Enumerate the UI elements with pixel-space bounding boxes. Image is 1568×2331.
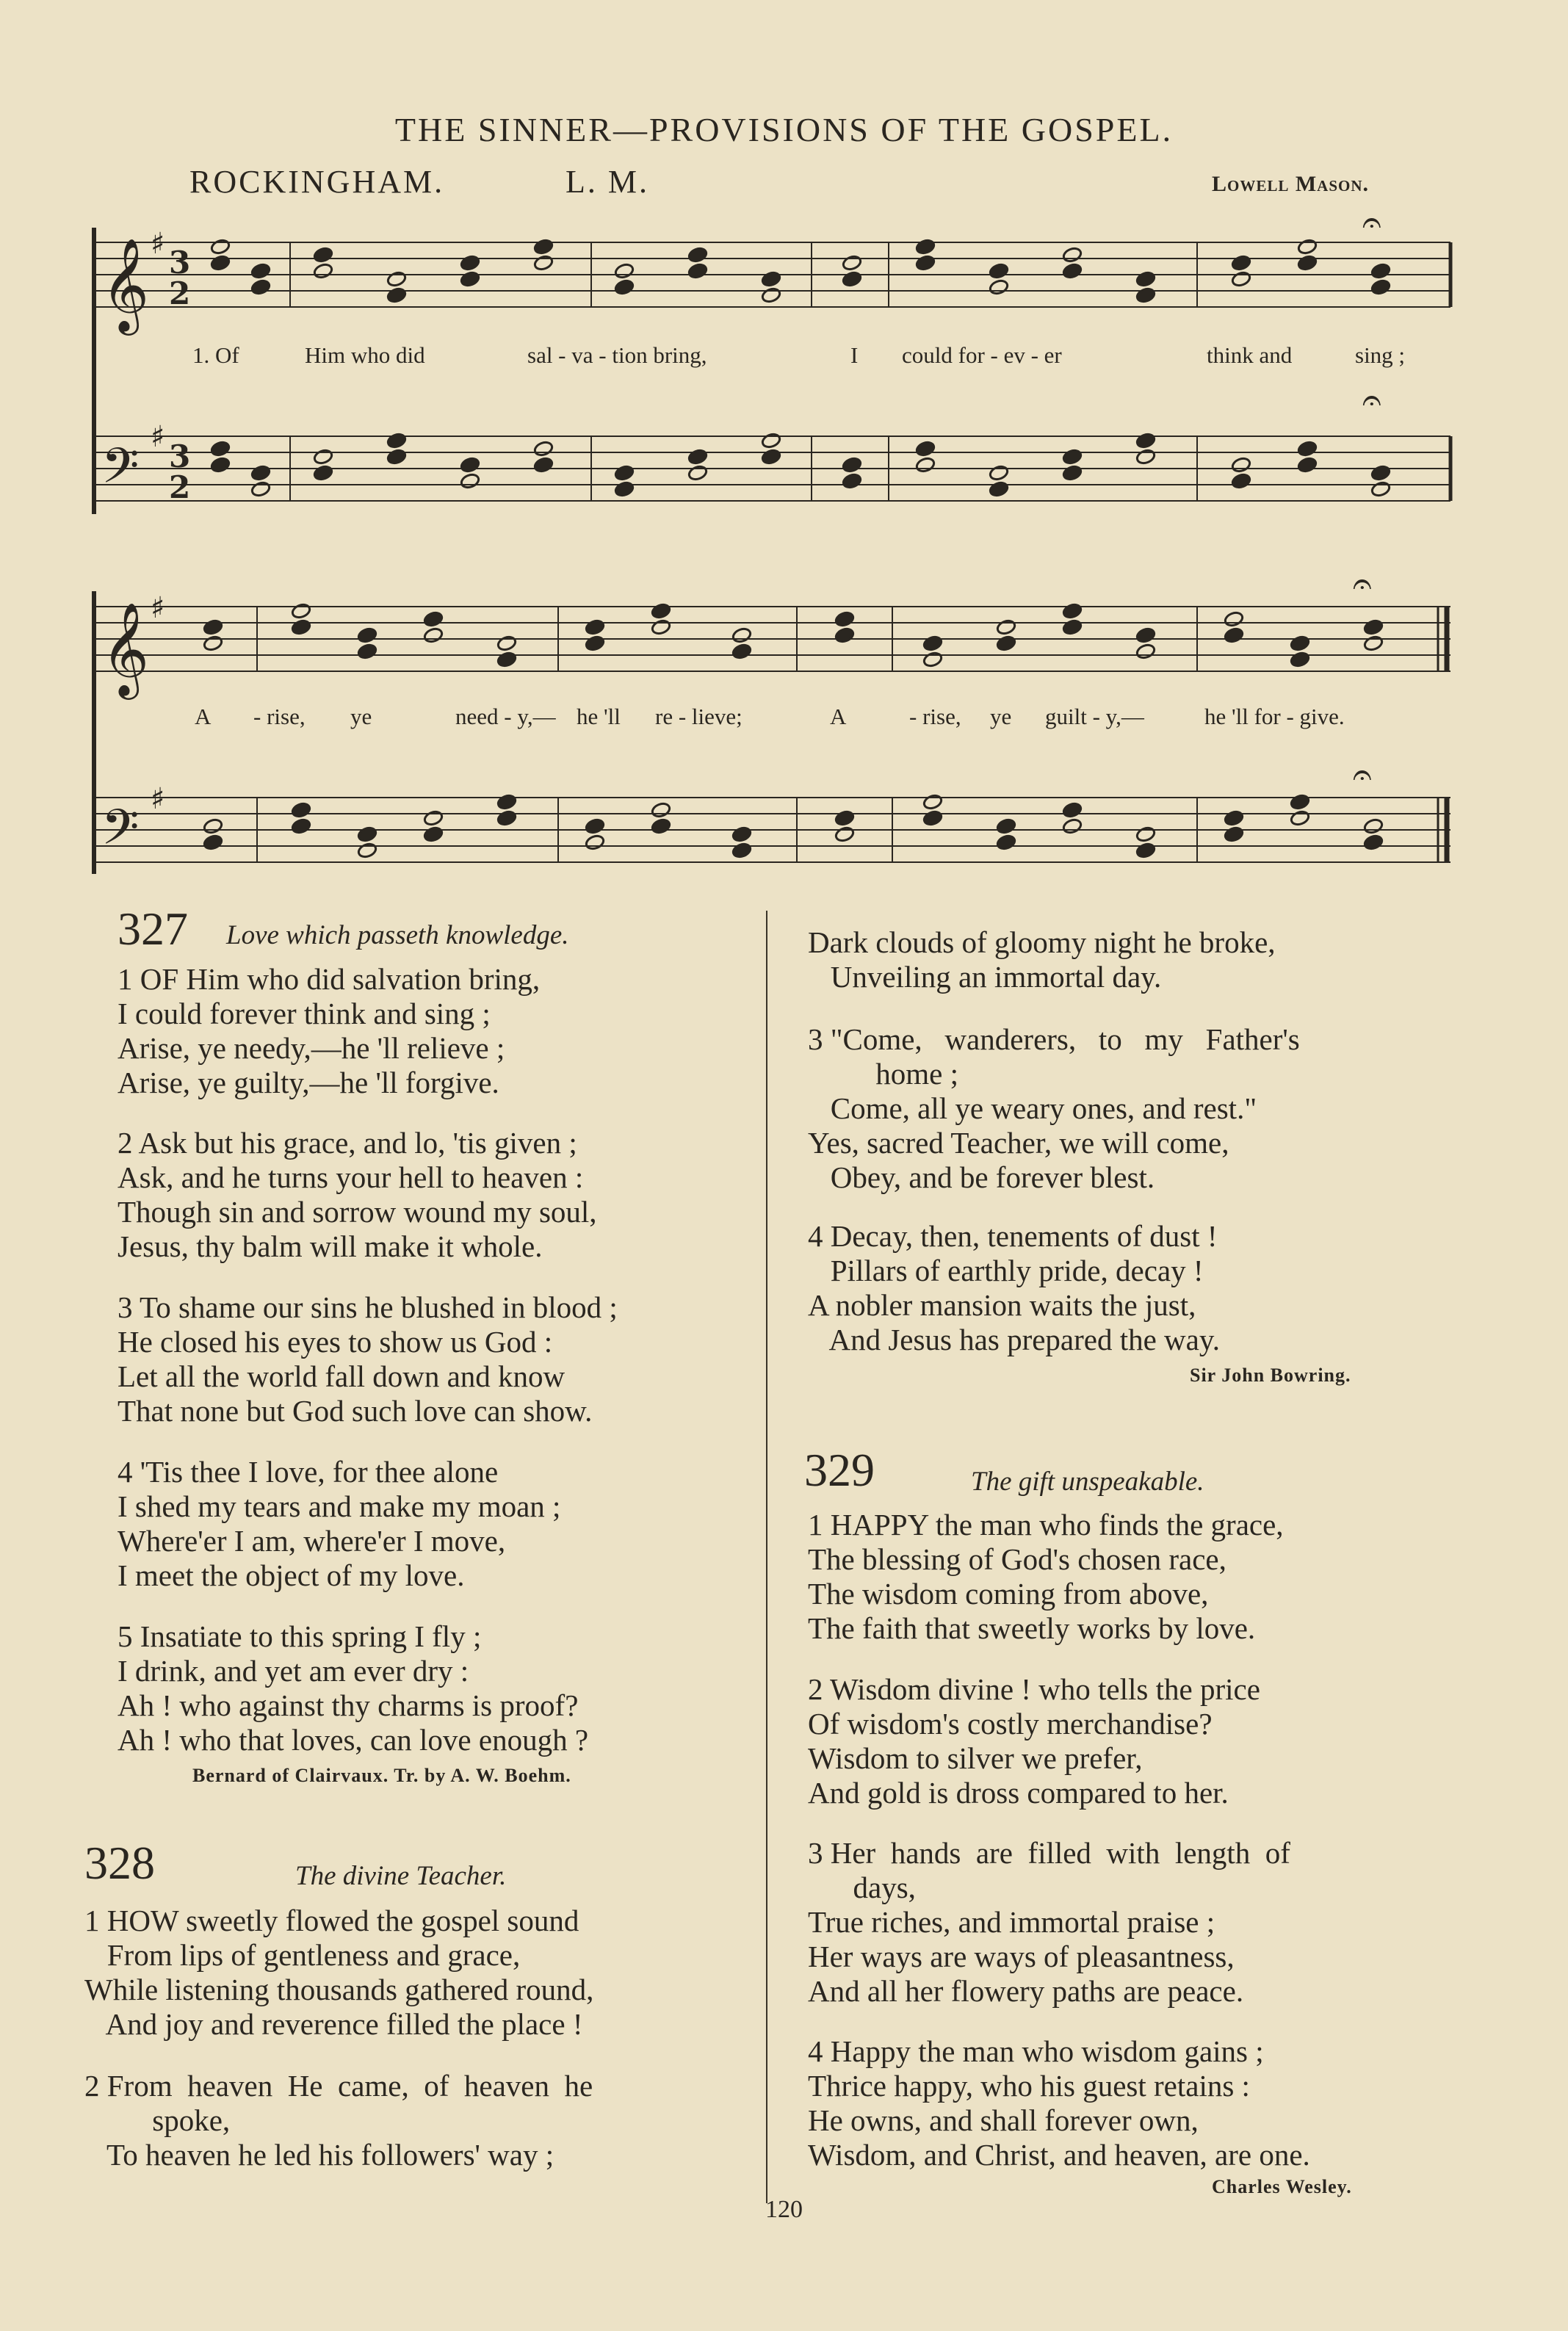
lyric-syllable: I (850, 342, 859, 368)
notehead (731, 842, 752, 859)
notehead (250, 480, 271, 497)
stanza: home ; Come, all ye weary ones, and rest." Yes, sacred Teacher, we will come, Obey, and be forever blest. (808, 1057, 1257, 1194)
tune-name: ROCKINGHAM. (189, 164, 445, 200)
notehead (585, 635, 605, 651)
notehead (1370, 464, 1391, 481)
notehead (1290, 635, 1310, 651)
lyric-syllable: A (830, 704, 847, 729)
column-divider (766, 911, 767, 2203)
hymn-subtitle: The gift unspeakable. (971, 1467, 1204, 1497)
time-sig-bottom: 2 (169, 469, 191, 505)
notehead (460, 254, 480, 271)
notehead (687, 448, 708, 465)
stanza: 4 Happy the man who wisdom gains ; Thrice happy, who his guest retains : He owns, and shall forever own, Wisdom, and Christ, and heaven, are one. (808, 2034, 1310, 2172)
lyric-syllable: Him who did (305, 342, 425, 368)
notehead (1297, 238, 1318, 255)
notehead (210, 440, 231, 457)
notehead (386, 286, 407, 303)
notehead (1370, 278, 1391, 295)
lyric-syllable: guilt - y,— (1045, 704, 1144, 729)
notehead (996, 618, 1016, 635)
notehead (915, 254, 936, 271)
notehead (922, 651, 943, 668)
notehead (1135, 286, 1156, 303)
notehead (996, 817, 1016, 834)
notehead (1062, 246, 1083, 263)
music-score (0, 0, 1568, 903)
notehead (922, 635, 943, 651)
notehead (1062, 448, 1083, 465)
notehead (1062, 618, 1083, 635)
fermata-icon: 𝄐 (1353, 754, 1372, 794)
notehead (460, 472, 480, 489)
fermata-icon: 𝄐 (1353, 563, 1372, 603)
notehead (651, 602, 671, 619)
notehead (761, 432, 781, 449)
notehead (651, 817, 671, 834)
key-sharp-icon: ♯ (151, 782, 165, 816)
notehead (834, 626, 855, 643)
notes-layer (203, 238, 1391, 859)
notehead (996, 635, 1016, 651)
notehead (1231, 254, 1251, 271)
fermata-icon: 𝄐 (1362, 202, 1381, 242)
notehead (834, 809, 855, 826)
notehead (357, 842, 377, 859)
treble-clef-icon: 𝄞 (101, 237, 150, 331)
notehead (357, 626, 377, 643)
notehead (915, 440, 936, 457)
notehead (313, 448, 333, 465)
notehead (203, 618, 223, 635)
notehead (687, 246, 708, 263)
time-sig-top: 3 (169, 438, 191, 474)
notehead (687, 464, 708, 481)
stanza-line: 3 Her hands are filled with length of (808, 1836, 1290, 1870)
notehead (250, 464, 271, 481)
hymn-number: 327 (118, 903, 188, 955)
notehead (533, 254, 554, 271)
notehead (386, 270, 407, 287)
page-number: 120 (765, 2196, 803, 2223)
bass-clef-icon: 𝄢 (101, 438, 140, 506)
notehead (291, 618, 311, 635)
notehead (460, 270, 480, 287)
notehead (1062, 464, 1083, 481)
notehead (1135, 270, 1156, 287)
notehead (834, 610, 855, 627)
notehead (1062, 262, 1083, 279)
notehead (687, 262, 708, 279)
notehead (996, 834, 1016, 850)
stanza: 5 Insatiate to this spring I fly ; I drink, and yet am ever dry : Ah ! who against thy charms is proof? Ah ! who that loves, can love enough ? (118, 1619, 589, 1757)
stanza-line: 2 From heaven He came, of heaven he (84, 2069, 593, 2103)
notehead (585, 817, 605, 834)
notehead (1363, 817, 1384, 834)
section-title: THE SINNER—PROVISIONS OF THE GOSPEL. (394, 111, 1174, 148)
stanza: 1 HOW sweetly flowed the gospel sound From lips of gentleness and grace, While listening thousands gathered round, And joy and reverence filled the place ! (84, 1904, 594, 2041)
lyric-syllable: ye (350, 704, 372, 729)
notehead (357, 643, 377, 659)
notehead (585, 618, 605, 635)
notehead (915, 238, 936, 255)
notehead (1062, 817, 1083, 834)
notehead (614, 480, 635, 497)
notehead (496, 793, 517, 810)
notehead (1135, 448, 1156, 465)
notehead (842, 456, 862, 473)
hymn-subtitle: The divine Teacher. (295, 1861, 507, 1891)
notehead (1363, 834, 1384, 850)
notehead (250, 262, 271, 279)
lyric-syllable: he 'll (577, 704, 621, 729)
notehead (761, 270, 781, 287)
notehead (585, 834, 605, 850)
notehead (989, 480, 1009, 497)
notehead (761, 286, 781, 303)
notehead (203, 834, 223, 850)
hymn-author: Sir John Bowring. (1190, 1365, 1351, 1386)
notehead (1062, 801, 1083, 818)
notehead (842, 472, 862, 489)
notehead (533, 440, 554, 457)
lyric-syllable: ye (990, 704, 1012, 729)
notehead (533, 456, 554, 473)
notehead (1290, 651, 1310, 668)
notehead (1224, 610, 1244, 627)
notehead (731, 643, 752, 659)
notehead (651, 618, 671, 635)
notehead (1135, 842, 1156, 859)
notehead (1231, 456, 1251, 473)
notehead (423, 825, 444, 842)
notehead (1224, 626, 1244, 643)
lyric-syllable: - rise, (253, 704, 306, 729)
stanza: 1 OF Him who did salvation bring, I could forever think and sing ; Arise, ye needy,—he 'll relieve ; Arise, ye guilty,—he 'll forgive. (118, 962, 541, 1099)
notehead (386, 448, 407, 465)
notehead (291, 801, 311, 818)
notehead (731, 626, 752, 643)
notehead (1224, 809, 1244, 826)
notehead (313, 262, 333, 279)
notehead (460, 456, 480, 473)
notehead (922, 809, 943, 826)
notehead (1290, 793, 1310, 810)
notehead (496, 635, 517, 651)
notehead (496, 809, 517, 826)
treble-clef-icon: 𝄞 (101, 601, 150, 695)
notehead (203, 817, 223, 834)
notehead (357, 825, 377, 842)
notehead (1363, 618, 1384, 635)
notehead (915, 456, 936, 473)
stanza: days, True riches, and immortal praise ; Her ways are ways of pleasantness, And all her flowery paths are peace. (808, 1871, 1244, 2008)
time-sig-bottom: 2 (169, 275, 191, 311)
hymn-number: 328 (84, 1837, 155, 1889)
lyric-syllable: - rise, (909, 704, 961, 729)
notehead (250, 278, 271, 295)
notehead (614, 262, 635, 279)
bass-clef-icon: 𝄢 (101, 799, 140, 867)
notehead (1370, 480, 1391, 497)
stanza: 4 Decay, then, tenements of dust ! Pillars of earthly pride, decay ! A nobler mansion waits the just, And Jesus has prepared the way. (808, 1219, 1220, 1356)
notehead (291, 817, 311, 834)
notehead (1297, 440, 1318, 457)
notehead (1290, 809, 1310, 826)
lyric-syllable: A (195, 704, 212, 729)
key-sharp-icon: ♯ (151, 591, 165, 625)
tune-meter: L. M. (566, 164, 649, 200)
notehead (842, 270, 862, 287)
notehead (989, 464, 1009, 481)
notehead (1231, 270, 1251, 287)
notehead (761, 448, 781, 465)
time-sig-top: 3 (169, 245, 191, 281)
notehead (1297, 456, 1318, 473)
key-sharp-icon: ♯ (151, 420, 165, 454)
notehead (1135, 825, 1156, 842)
notehead (291, 602, 311, 619)
notehead (1370, 262, 1391, 279)
lyric-syllable: sing ; (1355, 342, 1406, 368)
notehead (1135, 432, 1156, 449)
notehead (1297, 254, 1318, 271)
stanza: spoke, To heaven he led his followers' way ; (106, 2103, 554, 2172)
lyric-syllable: sal - va - tion bring, (527, 342, 707, 368)
lyric-syllable: 1. Of (192, 342, 239, 368)
hymn-author: Charles Wesley. (1212, 2176, 1352, 2197)
lyric-syllable: he 'll for - give. (1204, 704, 1345, 729)
notehead (842, 254, 862, 271)
composer: Lowell Mason. (1212, 172, 1370, 196)
stanza: 2 Wisdom divine ! who tells the price Of wisdom's costly merchandise? Wisdom to silver we prefer, And gold is dross compared to her. (808, 1672, 1260, 1810)
hymn-author: Bernard of Clairvaux. Tr. by A. W. Boehm. (192, 1765, 571, 1786)
notehead (989, 262, 1009, 279)
notehead (989, 278, 1009, 295)
notehead (651, 801, 671, 818)
notehead (614, 278, 635, 295)
notehead (210, 456, 231, 473)
notehead (922, 793, 943, 810)
fermata-icon: 𝄐 (1362, 380, 1381, 419)
notehead (1135, 643, 1156, 659)
notehead (313, 246, 333, 263)
stanza: Dark clouds of gloomy night he broke, Unveiling an immortal day. (808, 925, 1276, 994)
notehead (1224, 825, 1244, 842)
lyric-syllable: think and (1207, 342, 1293, 368)
lyric-syllable: need - y,— (455, 704, 556, 729)
notehead (210, 254, 231, 271)
notehead (423, 809, 444, 826)
notehead (423, 610, 444, 627)
stanza: 2 Ask but his grace, and lo, 'tis given ; Ask, and he turns your hell to heaven : Though sin and sorrow wound my soul, Jesus, thy balm will make it whole. (118, 1126, 597, 1263)
staff-lines (95, 242, 1450, 862)
notehead (386, 432, 407, 449)
notehead (1231, 472, 1251, 489)
key-sharp-icon: ♯ (151, 227, 165, 261)
notehead (533, 238, 554, 255)
clefs (101, 227, 190, 867)
hymn-number: 329 (804, 1444, 875, 1496)
stanza: 4 'Tis thee I love, for thee alone I shed my tears and make my moan ; Where'er I am, where'er I move, I meet the object of my love. (118, 1455, 561, 1592)
stanza: 3 To shame our sins he blushed in blood ; He closed his eyes to show us God : Let all the world fall down and know That none but God such love can show. (118, 1290, 618, 1428)
stanza: 1 HAPPY the man who finds the grace, The blessing of God's chosen race, The wisdom coming from above, The faith that sweetly works by love. (808, 1508, 1284, 1645)
lyric-syllable: re - lieve; (655, 704, 743, 729)
notehead (203, 635, 223, 651)
notehead (210, 238, 231, 255)
stanza-line: 3 "Come, wanderers, to my Father's (808, 1022, 1300, 1056)
notehead (1135, 626, 1156, 643)
notehead (834, 825, 855, 842)
lyric-syllable: could for - ev - er (902, 342, 1062, 368)
notehead (496, 651, 517, 668)
notehead (423, 626, 444, 643)
notehead (731, 825, 752, 842)
notehead (614, 464, 635, 481)
hymn-subtitle: Love which passeth knowledge. (226, 920, 569, 950)
notehead (1363, 635, 1384, 651)
notehead (1062, 602, 1083, 619)
notehead (313, 464, 333, 481)
